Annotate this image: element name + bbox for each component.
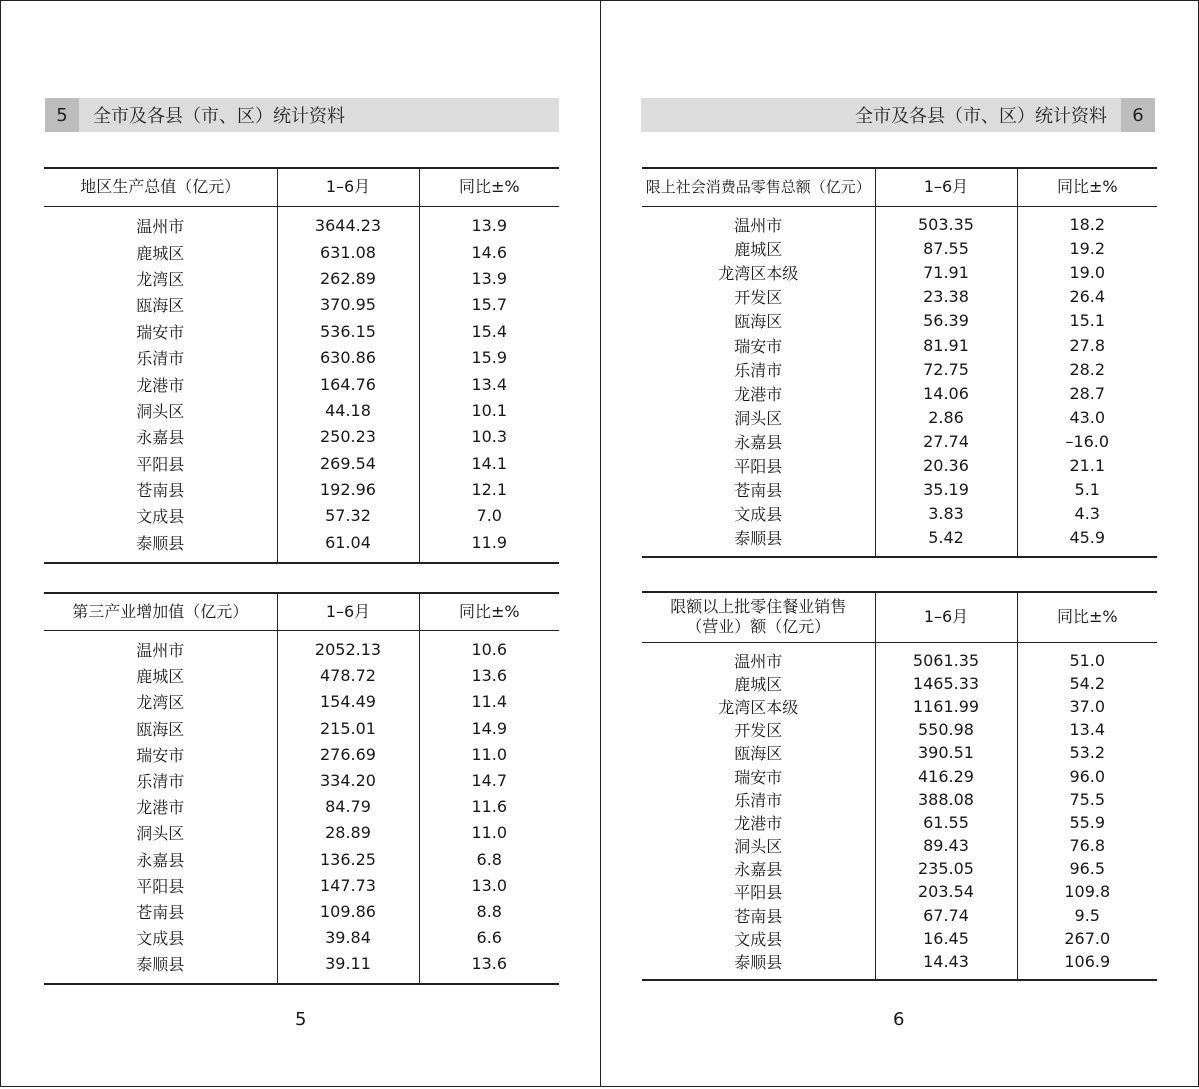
table-row xyxy=(44,265,559,291)
value-cell: 61.04 xyxy=(277,529,419,555)
table-row xyxy=(642,950,1157,973)
value-cell: 192.96 xyxy=(277,476,419,502)
yoy-cell: 19.2 xyxy=(1017,237,1157,261)
value-cell: 39.84 xyxy=(277,925,419,951)
region-cell: 开发区 xyxy=(734,288,783,308)
value-cell: 39.11 xyxy=(277,951,419,977)
table-row xyxy=(642,309,1157,333)
value-cell: 56.39 xyxy=(875,309,1017,333)
value-cell: 416.29 xyxy=(875,764,1017,787)
yoy-cell: 13.4 xyxy=(1017,718,1157,741)
header-page-number: 5 xyxy=(45,98,79,132)
yoy-cell: 13.9 xyxy=(419,265,559,291)
table-row xyxy=(44,424,559,450)
yoy-cell: 14.6 xyxy=(419,239,559,265)
region-cell: 乐清市 xyxy=(136,349,185,369)
value-cell: 478.72 xyxy=(277,663,419,689)
yoy-cell: 267.0 xyxy=(1017,927,1157,950)
region-cell: 温州市 xyxy=(734,651,783,671)
table-row xyxy=(642,927,1157,950)
page-header xyxy=(45,98,559,132)
table-row xyxy=(44,239,559,265)
table-row xyxy=(642,357,1157,381)
yoy-cell: 55.9 xyxy=(1017,811,1157,834)
yoy-cell: 13.0 xyxy=(419,872,559,898)
table-row xyxy=(642,880,1157,903)
yoy-cell: 53.2 xyxy=(1017,741,1157,764)
yoy-cell: 11.9 xyxy=(419,529,559,555)
yoy-cell: 15.9 xyxy=(419,344,559,370)
table-row xyxy=(642,478,1157,502)
yoy-cell: 10.3 xyxy=(419,424,559,450)
yoy-cell: 13.6 xyxy=(419,663,559,689)
yoy-cell: 4.3 xyxy=(1017,502,1157,526)
header-title: 全市及各县（市、区）统计资料 xyxy=(93,106,345,127)
table-row xyxy=(44,951,559,977)
table-row xyxy=(642,834,1157,857)
region-cell: 平阳县 xyxy=(734,456,783,476)
table-row xyxy=(642,526,1157,550)
column-header-period: 1–6月 xyxy=(875,168,1017,206)
table-row xyxy=(642,672,1157,695)
yoy-cell: 9.5 xyxy=(1017,904,1157,927)
yoy-cell: 51.0 xyxy=(1017,649,1157,672)
yoy-cell: 96.0 xyxy=(1017,764,1157,787)
yoy-cell: 7.0 xyxy=(419,503,559,529)
region-cell: 洞头区 xyxy=(136,401,185,421)
region-cell: 龙港市 xyxy=(734,384,783,404)
value-cell: 14.43 xyxy=(875,950,1017,973)
yoy-cell: 11.4 xyxy=(419,689,559,715)
yoy-cell: 13.4 xyxy=(419,371,559,397)
table-row xyxy=(44,371,559,397)
yoy-cell: 6.6 xyxy=(419,925,559,951)
region-cell: 文成县 xyxy=(734,929,783,949)
yoy-cell: 43.0 xyxy=(1017,405,1157,429)
value-cell: 250.23 xyxy=(277,424,419,450)
yoy-cell: 21.1 xyxy=(1017,453,1157,477)
value-cell: 27.74 xyxy=(875,429,1017,453)
region-cell: 乐清市 xyxy=(734,360,783,380)
header-title: 全市及各县（市、区）统计资料 xyxy=(855,106,1107,127)
gdp-table xyxy=(44,167,559,564)
region-cell: 洞头区 xyxy=(136,824,185,844)
column-header-yoy: 同比±% xyxy=(1017,592,1157,642)
region-cell: 洞头区 xyxy=(734,408,783,428)
region-cell: 龙港市 xyxy=(136,375,185,395)
value-cell: 370.95 xyxy=(277,292,419,318)
yoy-cell: 10.6 xyxy=(419,637,559,663)
table-row xyxy=(44,925,559,951)
yoy-cell: 28.2 xyxy=(1017,357,1157,381)
region-cell: 温州市 xyxy=(136,217,185,237)
value-cell: 503.35 xyxy=(875,213,1017,237)
value-cell: 276.69 xyxy=(277,741,419,767)
yoy-cell: 19.0 xyxy=(1017,261,1157,285)
yoy-cell: 106.9 xyxy=(1017,950,1157,973)
column-header-yoy: 同比±% xyxy=(419,593,559,630)
column-header-period: 1–6月 xyxy=(277,593,419,630)
region-cell: 瓯海区 xyxy=(734,744,783,764)
value-cell: 3.83 xyxy=(875,502,1017,526)
table-row xyxy=(44,213,559,239)
region-cell: 永嘉县 xyxy=(734,860,783,880)
value-cell: 154.49 xyxy=(277,689,419,715)
yoy-cell: 96.5 xyxy=(1017,857,1157,880)
yoy-cell: 45.9 xyxy=(1017,526,1157,550)
region-cell: 乐清市 xyxy=(136,772,185,792)
region-cell: 泰顺县 xyxy=(136,955,185,975)
value-cell: 269.54 xyxy=(277,450,419,476)
tertiary-industry-table xyxy=(44,592,559,985)
region-cell: 乐清市 xyxy=(734,790,783,810)
yoy-cell: 54.2 xyxy=(1017,672,1157,695)
region-cell: 鹿城区 xyxy=(734,674,783,694)
table-row xyxy=(44,397,559,423)
region-cell: 平阳县 xyxy=(734,883,783,903)
yoy-cell: 109.8 xyxy=(1017,880,1157,903)
yoy-cell: 11.6 xyxy=(419,794,559,820)
yoy-cell: 11.0 xyxy=(419,741,559,767)
value-cell: 28.89 xyxy=(277,820,419,846)
table-row xyxy=(44,318,559,344)
column-header-yoy: 同比±% xyxy=(1017,168,1157,206)
yoy-cell: 28.7 xyxy=(1017,381,1157,405)
region-cell: 温州市 xyxy=(136,641,185,661)
yoy-cell: 37.0 xyxy=(1017,695,1157,718)
table-row xyxy=(642,429,1157,453)
region-cell: 永嘉县 xyxy=(734,432,783,452)
column-header-period: 1–6月 xyxy=(875,592,1017,642)
wholesale-retail-catering-table xyxy=(642,591,1157,981)
column-header-indicator: 限额以上批零住餐业销售（营业）额（亿元） xyxy=(642,592,875,642)
retail-sales-table xyxy=(642,167,1157,558)
value-cell: 334.20 xyxy=(277,767,419,793)
region-cell: 永嘉县 xyxy=(136,850,185,870)
region-cell: 瑞安市 xyxy=(136,745,185,765)
yoy-cell: 75.5 xyxy=(1017,788,1157,811)
value-cell: 109.86 xyxy=(277,898,419,924)
value-cell: 87.55 xyxy=(875,237,1017,261)
page-header xyxy=(641,98,1155,132)
table-row xyxy=(642,764,1157,787)
table-row xyxy=(44,344,559,370)
column-header-yoy: 同比±% xyxy=(419,168,559,206)
yoy-cell: 18.2 xyxy=(1017,213,1157,237)
region-cell: 鹿城区 xyxy=(136,667,185,687)
table-row xyxy=(44,846,559,872)
table-row xyxy=(642,695,1157,718)
value-cell: 89.43 xyxy=(875,834,1017,857)
value-cell: 35.19 xyxy=(875,478,1017,502)
yoy-cell: 15.4 xyxy=(419,318,559,344)
table-row xyxy=(642,741,1157,764)
region-cell: 瓯海区 xyxy=(734,312,783,332)
region-cell: 苍南县 xyxy=(136,481,185,501)
region-cell: 龙港市 xyxy=(734,813,783,833)
region-cell: 龙湾区本级 xyxy=(718,697,799,717)
table-row xyxy=(642,649,1157,672)
table-row xyxy=(44,663,559,689)
table-row xyxy=(642,261,1157,285)
yoy-cell: 27.8 xyxy=(1017,333,1157,357)
value-cell: 235.05 xyxy=(875,857,1017,880)
value-cell: 203.54 xyxy=(875,880,1017,903)
yoy-cell: 26.4 xyxy=(1017,285,1157,309)
value-cell: 23.38 xyxy=(875,285,1017,309)
table-row xyxy=(642,381,1157,405)
region-cell: 龙湾区本级 xyxy=(718,264,799,284)
table-row xyxy=(44,637,559,663)
value-cell: 81.91 xyxy=(875,333,1017,357)
table-row xyxy=(44,872,559,898)
region-cell: 平阳县 xyxy=(136,876,185,896)
value-cell: 136.25 xyxy=(277,846,419,872)
yoy-cell: 12.1 xyxy=(419,476,559,502)
page-number: 5 xyxy=(295,1009,307,1030)
region-cell: 苍南县 xyxy=(734,481,783,501)
table-row xyxy=(642,502,1157,526)
value-cell: 71.91 xyxy=(875,261,1017,285)
value-cell: 14.06 xyxy=(875,381,1017,405)
yoy-cell: 14.9 xyxy=(419,715,559,741)
value-cell: 2052.13 xyxy=(277,637,419,663)
column-header-indicator: 地区生产总值（亿元） xyxy=(44,168,277,206)
yoy-cell: 15.1 xyxy=(1017,309,1157,333)
value-cell: 61.55 xyxy=(875,811,1017,834)
region-cell: 洞头区 xyxy=(734,837,783,857)
region-cell: 平阳县 xyxy=(136,454,185,474)
value-cell: 16.45 xyxy=(875,927,1017,950)
value-cell: 5061.35 xyxy=(875,649,1017,672)
region-cell: 温州市 xyxy=(734,216,783,236)
value-cell: 57.32 xyxy=(277,503,419,529)
yoy-cell: 11.0 xyxy=(419,820,559,846)
yoy-cell: 13.6 xyxy=(419,951,559,977)
column-header-period: 1–6月 xyxy=(277,168,419,206)
region-cell: 龙湾区 xyxy=(136,693,185,713)
table-row xyxy=(44,689,559,715)
table-row xyxy=(44,794,559,820)
region-cell: 泰顺县 xyxy=(734,529,783,549)
region-cell: 苍南县 xyxy=(734,906,783,926)
value-cell: 147.73 xyxy=(277,872,419,898)
yoy-cell: –16.0 xyxy=(1017,429,1157,453)
region-cell: 龙港市 xyxy=(136,798,185,818)
region-cell: 苍南县 xyxy=(136,902,185,922)
region-cell: 永嘉县 xyxy=(136,428,185,448)
table-row xyxy=(642,333,1157,357)
yoy-cell: 14.1 xyxy=(419,450,559,476)
yoy-cell: 5.1 xyxy=(1017,478,1157,502)
value-cell: 20.36 xyxy=(875,453,1017,477)
value-cell: 2.86 xyxy=(875,405,1017,429)
value-cell: 630.86 xyxy=(277,344,419,370)
value-cell: 84.79 xyxy=(277,794,419,820)
table-row xyxy=(642,904,1157,927)
value-cell: 1161.99 xyxy=(875,695,1017,718)
region-cell: 瑞安市 xyxy=(136,322,185,342)
right-page xyxy=(600,0,1199,1087)
table-row xyxy=(44,767,559,793)
value-cell: 631.08 xyxy=(277,239,419,265)
region-cell: 瑞安市 xyxy=(734,767,783,787)
yoy-cell: 6.8 xyxy=(419,846,559,872)
region-cell: 文成县 xyxy=(136,929,185,949)
table-row xyxy=(642,788,1157,811)
table-row xyxy=(44,450,559,476)
page-number: 6 xyxy=(893,1009,905,1030)
value-cell: 72.75 xyxy=(875,357,1017,381)
region-cell: 文成县 xyxy=(136,507,185,527)
region-cell: 鹿城区 xyxy=(136,243,185,263)
table-row xyxy=(44,529,559,555)
table-row xyxy=(44,476,559,502)
table-row xyxy=(642,237,1157,261)
value-cell: 215.01 xyxy=(277,715,419,741)
region-cell: 瓯海区 xyxy=(136,719,185,739)
table-row xyxy=(44,820,559,846)
value-cell: 5.42 xyxy=(875,526,1017,550)
value-cell: 388.08 xyxy=(875,788,1017,811)
table-row xyxy=(44,741,559,767)
region-cell: 龙湾区 xyxy=(136,269,185,289)
yoy-cell: 76.8 xyxy=(1017,834,1157,857)
table-row xyxy=(642,811,1157,834)
table-row xyxy=(642,453,1157,477)
region-cell: 瓯海区 xyxy=(136,296,185,316)
table-row xyxy=(642,857,1157,880)
value-cell: 3644.23 xyxy=(277,213,419,239)
table-row xyxy=(44,715,559,741)
table-row xyxy=(44,292,559,318)
region-cell: 开发区 xyxy=(734,721,783,741)
table-row xyxy=(642,213,1157,237)
table-row xyxy=(642,285,1157,309)
header-page-number: 6 xyxy=(1121,98,1155,132)
value-cell: 44.18 xyxy=(277,397,419,423)
value-cell: 390.51 xyxy=(875,741,1017,764)
value-cell: 164.76 xyxy=(277,371,419,397)
yoy-cell: 10.1 xyxy=(419,397,559,423)
column-header-indicator: 第三产业增加值（亿元） xyxy=(44,593,277,630)
region-cell: 泰顺县 xyxy=(136,533,185,553)
region-cell: 鹿城区 xyxy=(734,240,783,260)
yoy-cell: 15.7 xyxy=(419,292,559,318)
table-row xyxy=(44,503,559,529)
region-cell: 瑞安市 xyxy=(734,336,783,356)
value-cell: 550.98 xyxy=(875,718,1017,741)
yoy-cell: 13.9 xyxy=(419,213,559,239)
yoy-cell: 14.7 xyxy=(419,767,559,793)
region-cell: 泰顺县 xyxy=(734,953,783,973)
value-cell: 67.74 xyxy=(875,904,1017,927)
value-cell: 262.89 xyxy=(277,265,419,291)
region-cell: 文成县 xyxy=(734,505,783,525)
yoy-cell: 8.8 xyxy=(419,898,559,924)
column-header-indicator: 限上社会消费品零售总额（亿元） xyxy=(642,168,875,206)
table-row xyxy=(44,898,559,924)
table-row xyxy=(642,405,1157,429)
table-row xyxy=(642,718,1157,741)
value-cell: 1465.33 xyxy=(875,672,1017,695)
value-cell: 536.15 xyxy=(277,318,419,344)
